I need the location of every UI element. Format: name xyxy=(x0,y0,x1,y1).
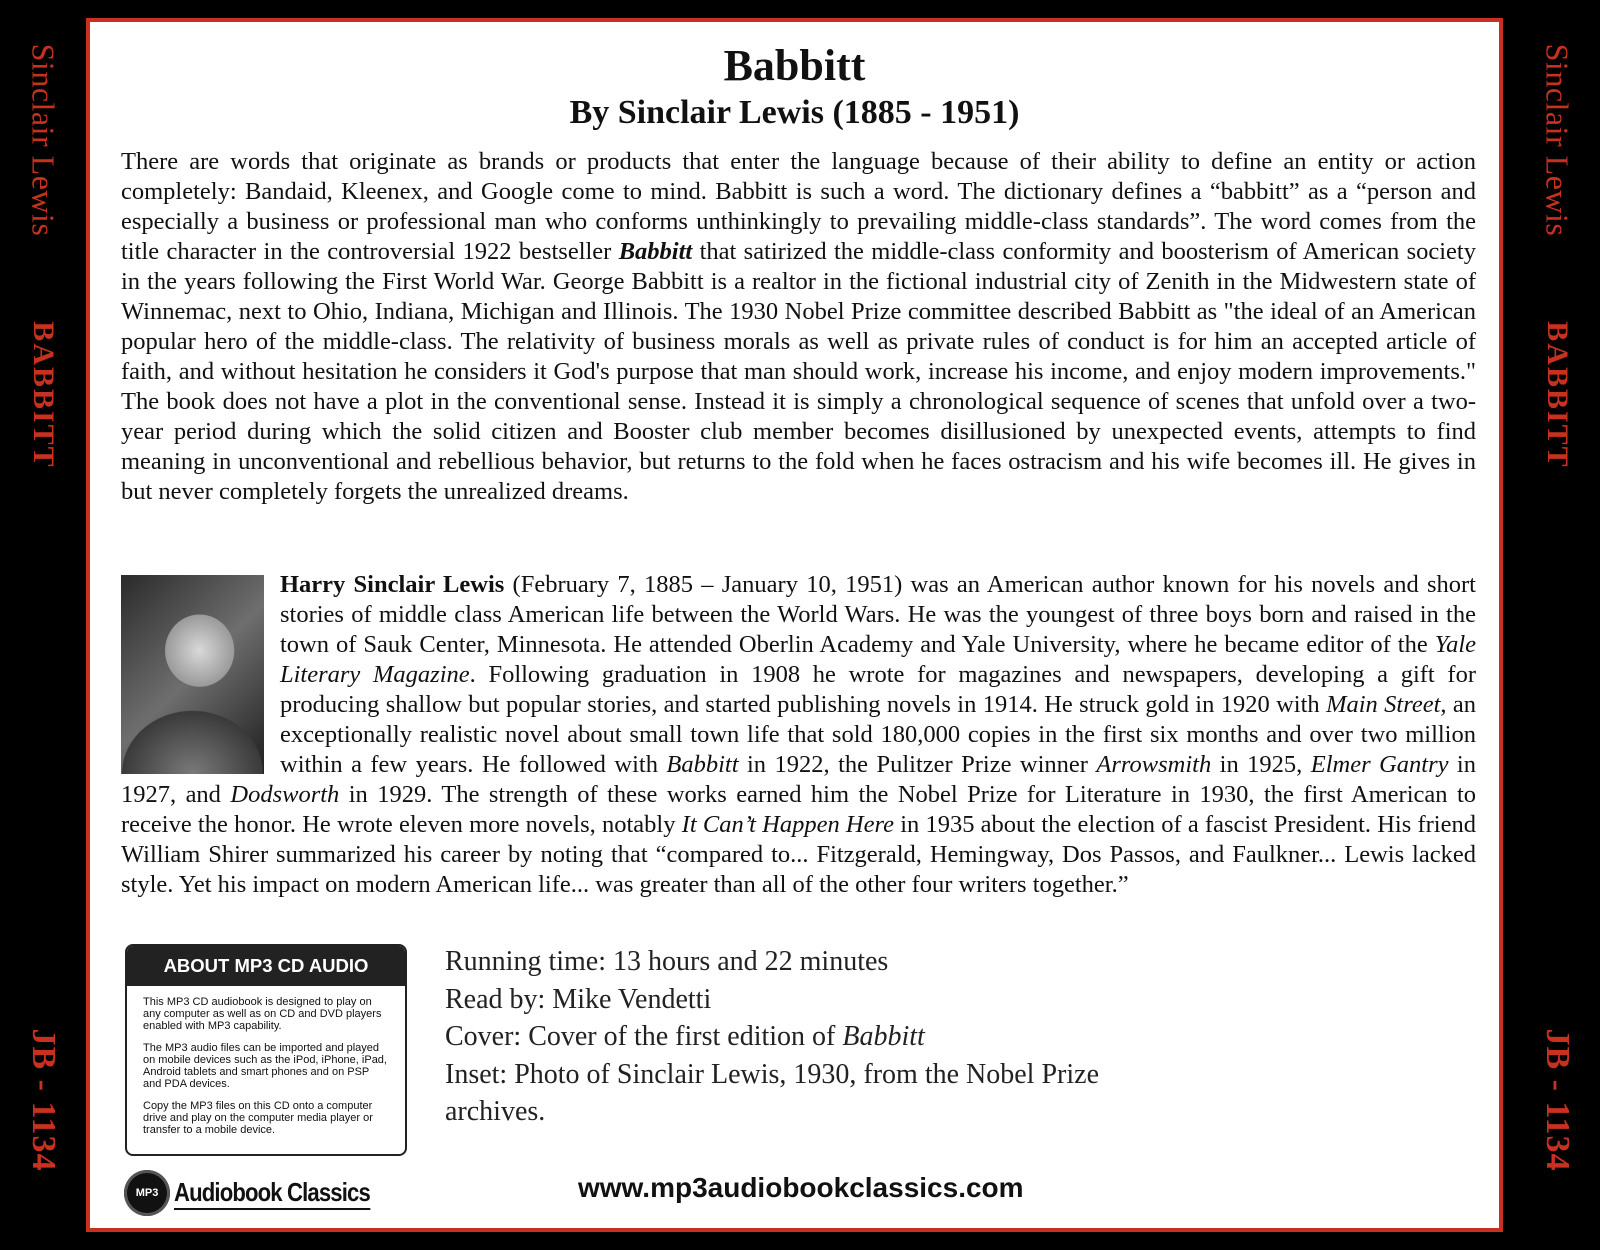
spine-author: Sinclair Lewis xyxy=(25,43,62,237)
bio-text: in 1929. The strength of these works earned him the Nobel Prize for Literature in 1930, the first American to receive the honor. He wrote eleven more novels, notably xyxy=(121,781,1476,838)
cover-credit-title: Babbitt xyxy=(842,1021,925,1052)
description-title-emphasis: Babbitt xyxy=(618,238,693,265)
bio-text: . Following graduation in 1908 he wrote for magazines and newspapers, developing a gift for producing shallow but popular stories, and started publishing novels in 1914. He struck gold in 1920 with xyxy=(280,661,1476,718)
publisher-logo xyxy=(124,1167,405,1219)
description-text: that satirized the middle-class conformity and boosterism of American society in the years following the First World War. George Babbitt is a realtor in the fictional industrial city of Zenith in the Midwestern state of Winnemac, next to Ohio, Indiana, Michigan and Illinois. The 1930 Nobel Prize committee described Babbitt as "the ideal of an American popular hero of the middle-class. The relativity of business morals as well as private rules of conduct is for him an accepted article of faith, and without hesitation he considers it God's purpose that man should work, increase his income, and enjoy modern improvements." The book does not have a plot in the conventional sense. Instead it is simply a chronological sequence of scenes that unfold over a two-year period during which the solid citizen and Booster club member becomes disillusioned by unexpected events, attempts to find meaning in unconventional and rebellious behavior, but returns to the fold when he faces ostracism and his wife becomes ill. He gives in but never completely forgets the unrealized dreams. xyxy=(121,238,1476,505)
reader-credit: Read by: Mike Vendetti xyxy=(445,983,712,1015)
cd-disc-icon: MP3 xyxy=(124,1170,170,1216)
bio-work-title: Babbitt xyxy=(666,751,739,778)
cover-credit-text: Cover: Cover of the first edition of xyxy=(445,1021,843,1052)
mp3-info-paragraph: Copy the MP3 files on this CD onto a computer drive and play on the computer media player or transfer to a mobile device. xyxy=(143,1100,373,1136)
bio-work-title: Main Street xyxy=(1326,691,1441,718)
mp3-info-box xyxy=(125,944,407,1156)
bio-text: in 1922, the Pulitzer Prize winner xyxy=(738,751,1097,778)
bio-work-title: Dodsworth xyxy=(230,781,340,808)
book-subtitle: By Sinclair Lewis (1885 - 1951) xyxy=(569,94,1020,131)
bio-text: , an exceptionally realistic novel about small town life that sold 180,000 copies in the first six months and over two million within a few years. He followed with xyxy=(280,691,1477,778)
bio-text: in 1925, xyxy=(1211,751,1311,778)
spine-title: BABBITT xyxy=(27,321,60,469)
right-spine xyxy=(1514,0,1600,1250)
back-cover-panel xyxy=(86,18,1503,1232)
author-name: Harry Sinclair Lewis xyxy=(280,571,505,598)
bio-work-title: Elmer Gantry xyxy=(1310,751,1449,778)
bio-text: in 1935 about the election of a fascist President. His friend William Shirer summarized his career by noting that “compared to... Fitzgerald, Hemingway, Dos Passos, and Faulkner... Lewis lacked style. Yet his impact on modern American life... was greater than all of the other four writers together.” xyxy=(121,811,1476,898)
mp3-info-paragraph: The MP3 audio files can be imported and played on mobile devices such as the iPod, iPhone, iPad, Android tablets and smart phones and on PSP and PDA devices. xyxy=(143,1042,387,1090)
running-time: Running time: 13 hours and 22 minutes xyxy=(445,946,889,977)
spine-catalog-code: JB - 1134 xyxy=(1539,1028,1576,1172)
bio-text: in 1927, and xyxy=(121,751,1476,808)
book-title: Babbitt xyxy=(723,41,866,90)
spine-catalog-code: JB - 1134 xyxy=(25,1028,62,1172)
bio-work-title: Yale Literary Magazine xyxy=(280,631,1476,688)
spine-author: Sinclair Lewis xyxy=(1539,43,1576,237)
mp3-info-heading: ABOUT MP3 CD AUDIO xyxy=(127,946,405,986)
author-biography xyxy=(121,570,1476,900)
inset-credit: Inset: Photo of Sinclair Lewis, 1930, from the Nobel Prize archives. xyxy=(445,1058,1099,1127)
spine-title: BABBITT xyxy=(1541,321,1574,469)
cover-credit xyxy=(445,1018,1145,1056)
mp3-info-paragraph: This MP3 CD audiobook is designed to play on any computer as well as on CD and DVD players enabled with MP3 capability. xyxy=(143,996,382,1032)
bio-work-title: Arrowsmith xyxy=(1096,751,1212,778)
author-portrait xyxy=(121,575,264,774)
description-text: There are words that originate as brands or products that enter the language because of their ability to define an entity or action completely: Bandaid, Kleenex, and Google come to mind. Babbitt is such a word. The dictionary defines a “babbitt” as a “person and especially a business or professional man who conforms unthinkingly to prevailing middle-class standards”. The word comes from the title character in the controversial 1922 bestseller xyxy=(121,148,1476,265)
left-spine xyxy=(0,0,86,1250)
website-url: www.mp3audiobookclassics.com xyxy=(578,1172,1024,1203)
book-description xyxy=(121,147,1476,507)
bio-work-title: It Can’t Happen Here xyxy=(681,811,894,838)
publisher-name: Audiobook Classics xyxy=(174,1177,370,1210)
credits xyxy=(445,943,1145,1131)
bio-text: (February 7, 1885 – January 10, 1951) was an American author known for his novels and short stories of middle class American life between the World Wars. He was the youngest of three boys born and raised in the town of Sauk Center, Minnesota. He attended Oberlin Academy and Yale University, where he became editor of the xyxy=(280,571,1476,658)
